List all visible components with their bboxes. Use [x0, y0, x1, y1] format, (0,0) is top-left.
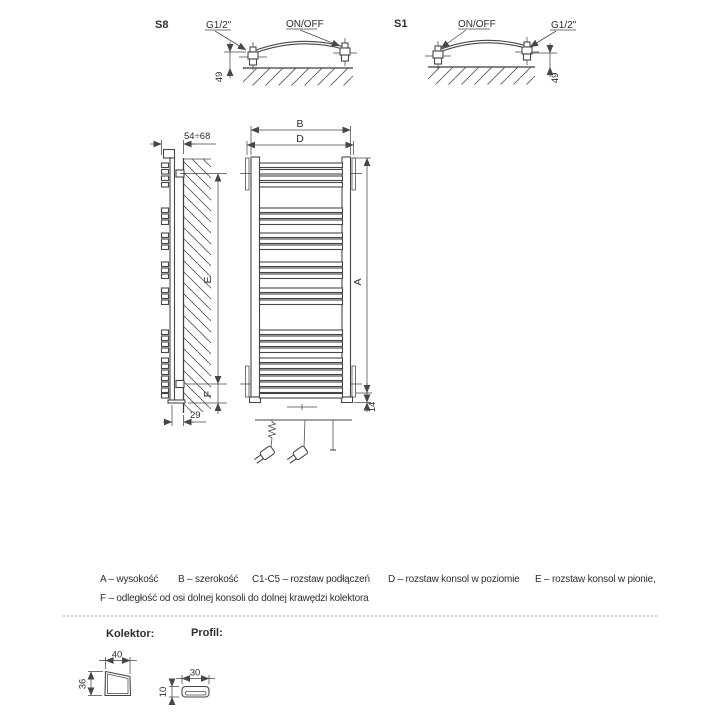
s1-onoff-label: ON/OFF: [458, 19, 496, 30]
side-collector-foot: [168, 400, 185, 403]
side-bracket-bottom: [176, 381, 184, 388]
kolektor-section: [78, 628, 155, 696]
s8-top-view: [155, 19, 357, 86]
front-tubes: [260, 163, 343, 398]
profil-height-text: 10: [158, 686, 169, 698]
profil-dim-height: [158, 679, 179, 705]
side-view: [150, 131, 227, 426]
legend: [100, 574, 656, 604]
front-bracket-top-left: [246, 158, 250, 190]
s1-wall-hatch: [428, 68, 535, 85]
front-dim-14-text: 14: [367, 401, 378, 413]
legend-item-a: A – wysokość: [100, 574, 159, 585]
kolektor-height-text: 36: [77, 678, 89, 690]
s8-right-valve: [333, 38, 357, 66]
s8-label: S8: [155, 19, 169, 31]
front-bracket-top-right: [352, 158, 356, 190]
s8-left-valve: [239, 42, 267, 70]
front-center-mark: [287, 404, 317, 410]
heater-connections: [253, 420, 352, 465]
kolektor-dim-width: [99, 650, 137, 675]
front-view: [240, 118, 378, 412]
s1-top-view: [394, 18, 577, 85]
front-dim-a-text: A: [352, 278, 364, 286]
s1-right-valve: [515, 37, 539, 65]
profil-section: [158, 627, 223, 705]
front-dim-d-text: D: [296, 133, 304, 145]
side-dim-depth: [150, 131, 216, 155]
s1-arc-outer: [440, 43, 525, 52]
s1-label: S1: [394, 18, 408, 30]
legend-item-b: B – szerokość: [178, 574, 239, 585]
profil-dim-width: [176, 668, 215, 685]
side-dim-depth-text: 54÷68: [184, 131, 211, 142]
side-collector-top: [164, 150, 175, 159]
heater-straight-cable: [286, 420, 308, 465]
s8-arc-outer: [255, 44, 343, 53]
front-dim-b-text: B: [296, 118, 304, 130]
front-collector-left: [251, 157, 260, 397]
kolektor-dim-height: [78, 672, 104, 696]
kolektor-width-text: 40: [111, 649, 123, 661]
side-tube-sections: [162, 163, 169, 398]
s1-left-valve: [425, 41, 451, 69]
heater-coiled-cable: [253, 420, 276, 465]
profil-width-text: 30: [189, 667, 201, 679]
side-wall-hatch: [184, 159, 211, 412]
legend-item-d: D – rozstaw konsol w poziomie: [388, 574, 520, 585]
front-foot-left: [250, 397, 261, 403]
front-bracket-bottom-right: [352, 366, 356, 397]
side-dim-e-text: E: [202, 276, 214, 284]
s8-wall-hatch: [243, 69, 353, 86]
front-foot-right: [342, 397, 353, 403]
s8-onoff-label: ON/OFF: [286, 19, 324, 30]
kolektor-profile-outline: [105, 672, 131, 696]
s1-thread-label: G1/2": [551, 20, 577, 31]
heater-bare-cable: [330, 420, 336, 450]
profil-title: Profil:: [191, 627, 223, 639]
kolektor-title: Kolektor:: [106, 628, 155, 640]
front-collector-right: [342, 157, 351, 397]
s8-thread-label: G1/2": [206, 20, 232, 31]
s8-dim-49: [214, 42, 246, 82]
legend-item-e: E – rozstaw konsol w pionie,: [535, 574, 656, 585]
s1-dim-49-text: 49: [550, 72, 561, 84]
front-bracket-bottom-left: [246, 366, 250, 397]
side-dim-29-text: 29: [190, 410, 201, 421]
legend-item-c: C1-C5 – rozstaw podłączeń: [252, 574, 370, 585]
s8-dim-49-text: 49: [214, 71, 225, 83]
legend-item-f: F – odległość od osi dolnej konsoli do dolnej krawędzi kolektora: [100, 593, 369, 604]
front-dim-d: [247, 133, 354, 155]
side-dim-f-text: F: [202, 390, 214, 398]
